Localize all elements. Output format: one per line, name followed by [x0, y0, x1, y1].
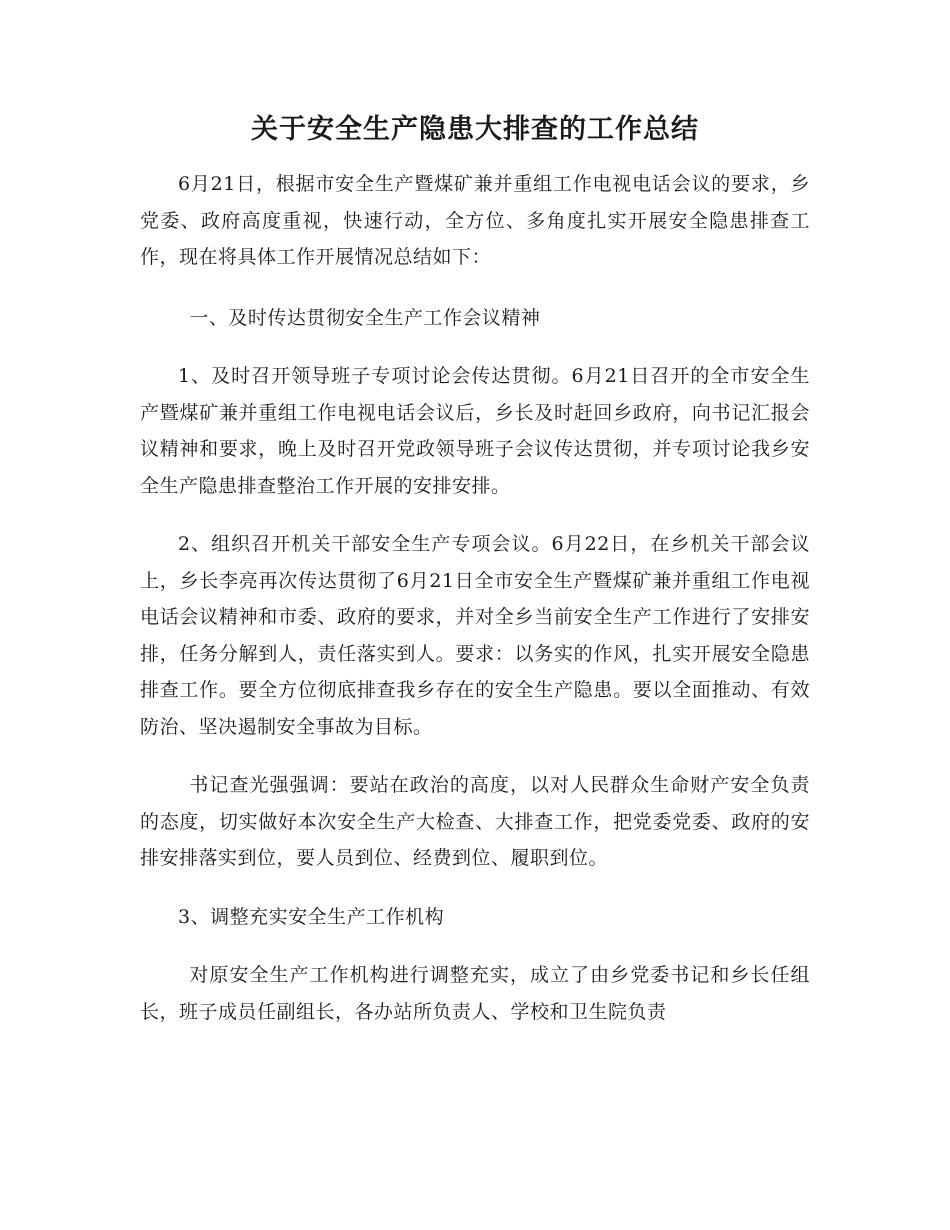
item-1-paragraph: 1、及时召开领导班子专项讨论会传达贯彻。6月21日召开的全市安全生产暨煤矿兼并重组工作电视电话会议后，乡长及时赶回乡政府，向书记汇报会议精神和要求，晚上及时召开党政领导班子会议传达贯彻，并专项讨论我乡安全生产隐患排查整治工作开展的安排安排。	[140, 365, 810, 497]
document-page	[140, 110, 810, 1030]
secretary-remarks-paragraph: 书记查光强强调：要站在政治的高度，以对人民群众生命财产安全负责的态度，切实做好本次安全生产大检查、大排查工作，把党委党委、政府的安排安排落实到位，要人员到位、经费到位、履职到位。	[140, 774, 810, 869]
item-2-paragraph: 2、组织召开机关干部安全生产专项会议。6月22日，在乡机关干部会议上，乡长李亮再次传达贯彻了6月21日全市安全生产暨煤矿兼并重组工作电视电话会议精神和市委、政府的要求，并对全乡当前安全生产工作进行了安排安排，任务分解到人，责任落实到人。要求：以务实的作风，扎实开展安全隐患排查工作。要全方位彻底排查我乡存在的安全生产隐患。要以全面推动、有效防治、坚决遏制安全事故为目标。	[140, 533, 810, 738]
intro-paragraph: 6月21日，根据市安全生产暨煤矿兼并重组工作电视电话会议的要求，乡党委、政府高度重视，快速行动，全方位、多角度扎实开展安全隐患排查工作，现在将具体工作开展情况总结如下：	[140, 173, 810, 268]
item-3-paragraph: 对原安全生产工作机构进行调整充实，成立了由乡党委书记和乡长任组长，班子成员任副组长，各办站所负责人、学校和卫生院负责	[140, 964, 810, 1023]
document-title: 关于安全生产隐患大排查的工作总结	[251, 114, 699, 145]
section-heading-1: 一、及时传达贯彻安全生产工作会议精神	[189, 306, 541, 329]
item-3-heading: 3、调整充实安全生产工作机构	[178, 905, 445, 928]
